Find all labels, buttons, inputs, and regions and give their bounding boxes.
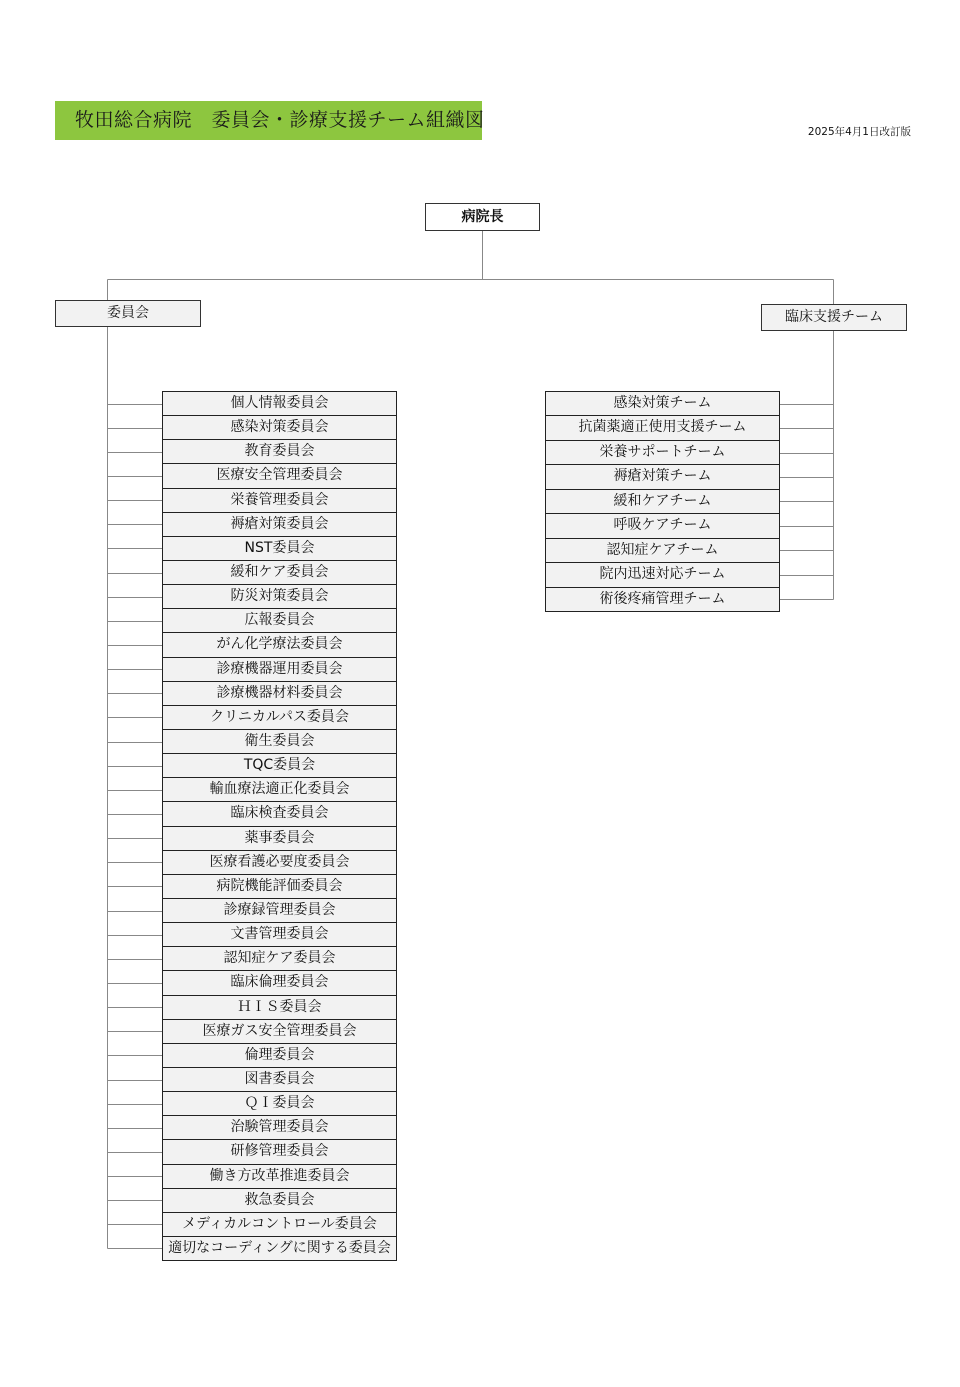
teams-heading: 臨床支援チーム <box>761 304 907 331</box>
committee-item: 医療安全管理委員会 <box>162 463 397 488</box>
team-item: 院内迅速対応チーム <box>545 562 780 587</box>
team-item: 認知症ケアチーム <box>545 538 780 563</box>
committee-item: 緩和ケア委員会 <box>162 560 397 585</box>
committee-item: 診療機器材料委員会 <box>162 681 397 706</box>
committee-item: 教育委員会 <box>162 439 397 464</box>
committee-item: 適切なコーディングに関する委員会 <box>162 1236 397 1261</box>
committee-item: 研修管理委員会 <box>162 1139 397 1164</box>
team-item: 褥瘡対策チーム <box>545 464 780 489</box>
committee-item: 個人情報委員会 <box>162 391 397 416</box>
committee-item: がん化学療法委員会 <box>162 632 397 657</box>
committee-item: 輸血療法適正化委員会 <box>162 777 397 802</box>
committee-item: 診療録管理委員会 <box>162 898 397 923</box>
committee-item: 防災対策委員会 <box>162 584 397 609</box>
committee-item: 図書委員会 <box>162 1067 397 1092</box>
team-item: 抗菌薬適正使用支援チーム <box>545 415 780 440</box>
committee-item: ＱＩ委員会 <box>162 1091 397 1116</box>
committee-item: 文書管理委員会 <box>162 922 397 947</box>
committee-item: 認知症ケア委員会 <box>162 946 397 971</box>
committee-item: 臨床検査委員会 <box>162 801 397 826</box>
committee-item: 感染対策委員会 <box>162 415 397 440</box>
committee-item: 臨床倫理委員会 <box>162 970 397 995</box>
committee-item: 医療看護必要度委員会 <box>162 850 397 875</box>
committee-item: 診療機器運用委員会 <box>162 657 397 682</box>
committee-item: クリニカルパス委員会 <box>162 705 397 730</box>
committee-item: ＨＩＳ委員会 <box>162 995 397 1020</box>
team-item: 栄養サポートチーム <box>545 440 780 465</box>
committee-item: 治験管理委員会 <box>162 1115 397 1140</box>
revision-date: 2025年4月1日改訂版 <box>807 126 911 138</box>
committee-item: 褥瘡対策委員会 <box>162 512 397 537</box>
committee-item: 広報委員会 <box>162 608 397 633</box>
committee-list <box>162 391 397 1261</box>
committee-item: メディカルコントロール委員会 <box>162 1212 397 1237</box>
team-item: 感染対策チーム <box>545 391 780 416</box>
committee-item: NST委員会 <box>162 536 397 561</box>
team-item: 呼吸ケアチーム <box>545 513 780 538</box>
team-item: 術後疼痛管理チーム <box>545 587 780 612</box>
page-title: 牧田総合病院 委員会・診療支援チーム組織図 <box>55 101 482 140</box>
committee-item: TQC委員会 <box>162 753 397 778</box>
team-item: 緩和ケアチーム <box>545 489 780 514</box>
director-box: 病院長 <box>425 203 540 231</box>
committees-heading: 委員会 <box>55 300 201 327</box>
committee-item: 衛生委員会 <box>162 729 397 754</box>
committee-item: 働き方改革推進委員会 <box>162 1164 397 1189</box>
committee-item: 倫理委員会 <box>162 1043 397 1068</box>
committee-item: 栄養管理委員会 <box>162 488 397 513</box>
committee-item: 薬事委員会 <box>162 826 397 851</box>
committee-item: 救急委員会 <box>162 1188 397 1213</box>
committee-item: 医療ガス安全管理委員会 <box>162 1019 397 1044</box>
team-list <box>545 391 780 612</box>
committee-item: 病院機能評価委員会 <box>162 874 397 899</box>
